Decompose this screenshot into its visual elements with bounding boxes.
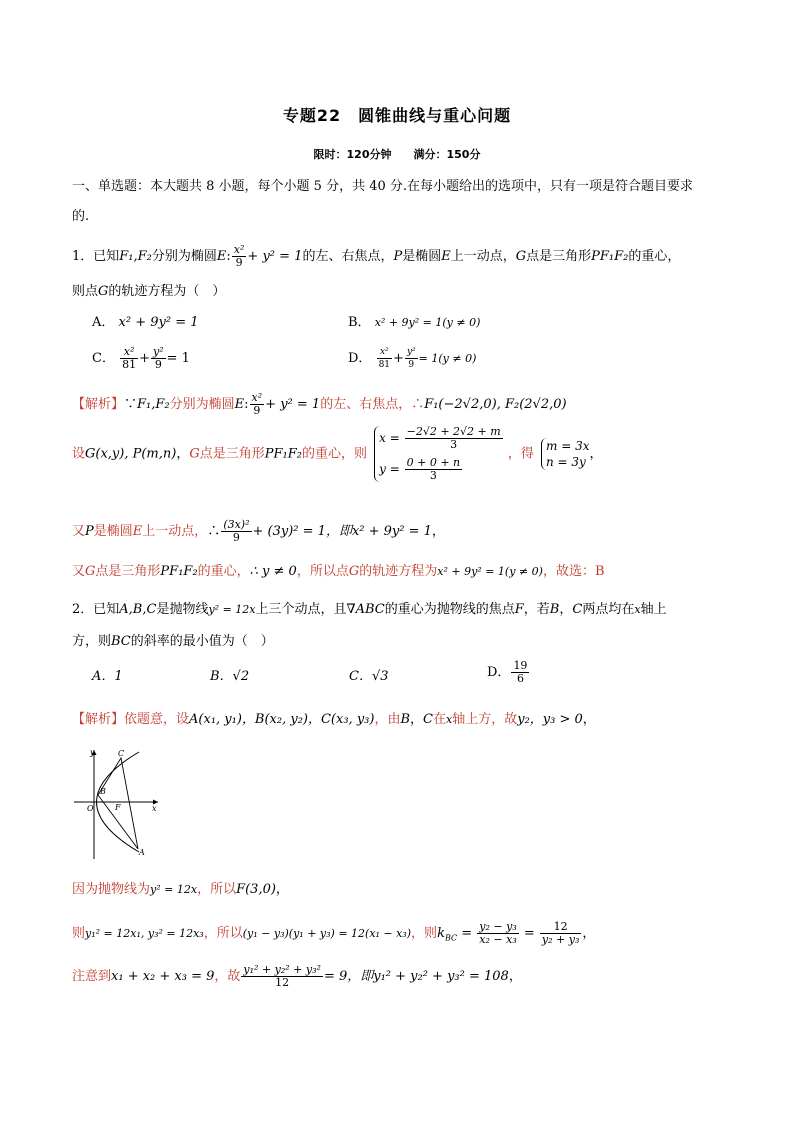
label-a: A xyxy=(139,848,145,857)
q2-analysis-line1: 【解析】依题意，设A(x₁, y₁)，B(x₂, y₂)，C(x₃, y₃)，由B，C在x轴上方，故y₂，y₃ > 0， xyxy=(72,712,596,727)
time-limit: 限时：120分钟 满分：150分 xyxy=(313,148,481,161)
q1-option-c: C． $\frac{\text{x²}}{81}$ + $\frac{\text{y²}}{9}$ = 1 xyxy=(92,345,190,371)
label-o: O xyxy=(87,804,94,813)
q1-option-d: D． $\frac{\text{x²}}{81}$ + $\frac{\text{y²}}{9}$ = 1(y ≠ 0) xyxy=(348,347,477,370)
section-heading: 一、单选题：本大题共 8 小题，每个小题 5 分，共 40 分.在每小题给出的选项中，只有一项是符合题目要求 xyxy=(72,179,694,194)
label-x: x xyxy=(152,804,157,813)
label-f: F xyxy=(115,803,121,812)
q2-analysis-note: 注意到x₁ + x₂ + x₃ = 9，故 $\frac{\text{y₁² + y₂² + y₃²}}{12}$ = 9，即y₁² + y₂² + y₃² = 108， xyxy=(72,963,522,989)
q1-stem: 1．已知F₁,F₂分别为椭圆E: $\frac{\text{x²}}{9}$ + y² = 1的左、右焦点，P是椭圆E上一动点，G点是三角形PF₁F₂的重心， xyxy=(72,243,681,269)
q1-stem-line2: 则点G的轨迹方程为（ ） xyxy=(72,284,226,299)
q2-option-b: B．√2 xyxy=(210,669,250,684)
q1-analysis-line1: 【解析】∵F₁,F₂分别为椭圆E: $\frac{\text{x²}}{9}$ + y² = 1的左、右焦点，∴F₁(−2√2,0), F₂(2√2,0) xyxy=(72,391,567,417)
page-title: 专题22 圆锥曲线与重心问题 xyxy=(282,106,512,125)
solution-system: m = 3x n = 3y xyxy=(541,438,589,470)
q2-option-a: A．1 xyxy=(92,669,123,684)
parabola-figure xyxy=(72,745,172,861)
q1-option-b: B． x² + 9y² = 1(y ≠ 0) xyxy=(348,315,481,330)
label-c: C xyxy=(118,749,125,758)
q2-analysis-then: 则y₁² = 12x₁, y₃² = 12x₃，所以(y₁ − y₃)(y₁ + y₃) = 12(x₁ − x₃)，则$k_{BC}$ = $\frac{\text{y₂ − y₃}}{\text{x₂ − x₃}}$ = $\frac{12}{\text{y₂ + y₃}}$ ， xyxy=(72,920,596,946)
section-heading-cont: 的. xyxy=(72,209,90,224)
q2-option-d: D． $\frac{19}{6}$ xyxy=(487,659,528,685)
label-y: y xyxy=(90,748,95,757)
q2-analysis-because: 因为抛物线为y² = 12x，所以F(3,0)， xyxy=(72,882,289,897)
q2-stem: 2．已知A,B,C是抛物线y² = 12x上三个动点，且∇ABC的重心为抛物线的焦点F，若B，C两点均在x轴上 xyxy=(72,602,667,617)
q2-stem-line2: 方，则BC的斜率的最小值为（ ） xyxy=(72,634,274,649)
q1-analysis-line3: 又P是椭圆E上一动点，∴ $\frac{\text{(3x)²}}{9}$ + (3y)² = 1，即x² + 9y² = 1， xyxy=(72,518,445,544)
q1-analysis-line2: 设G(x,y), P(m,n)，G点是三角形PF₁F₂的重心，则 x = $\frac{-2√2 + 2√2 + m}{3}$ y = $\frac{0 + 0 + n}{3}$ ，得 m = 3x n = 3y ， xyxy=(72,425,603,482)
label-b: B xyxy=(100,787,106,796)
q2-option-c: C．√3 xyxy=(349,669,389,684)
q1-analysis-line4: 又G点是三角形PF₁F₂的重心，∴ y ≠ 0，所以点G的轨迹方程为x² + 9y² = 1(y ≠ 0)，故选：B xyxy=(72,564,605,579)
centroid-system: x = $\frac{-2√2 + 2√2 + m}{3}$ y = $\frac{0 + 0 + n}{3}$ xyxy=(374,426,504,482)
q1-option-a: A． x² + 9y² = 1 xyxy=(92,315,199,330)
